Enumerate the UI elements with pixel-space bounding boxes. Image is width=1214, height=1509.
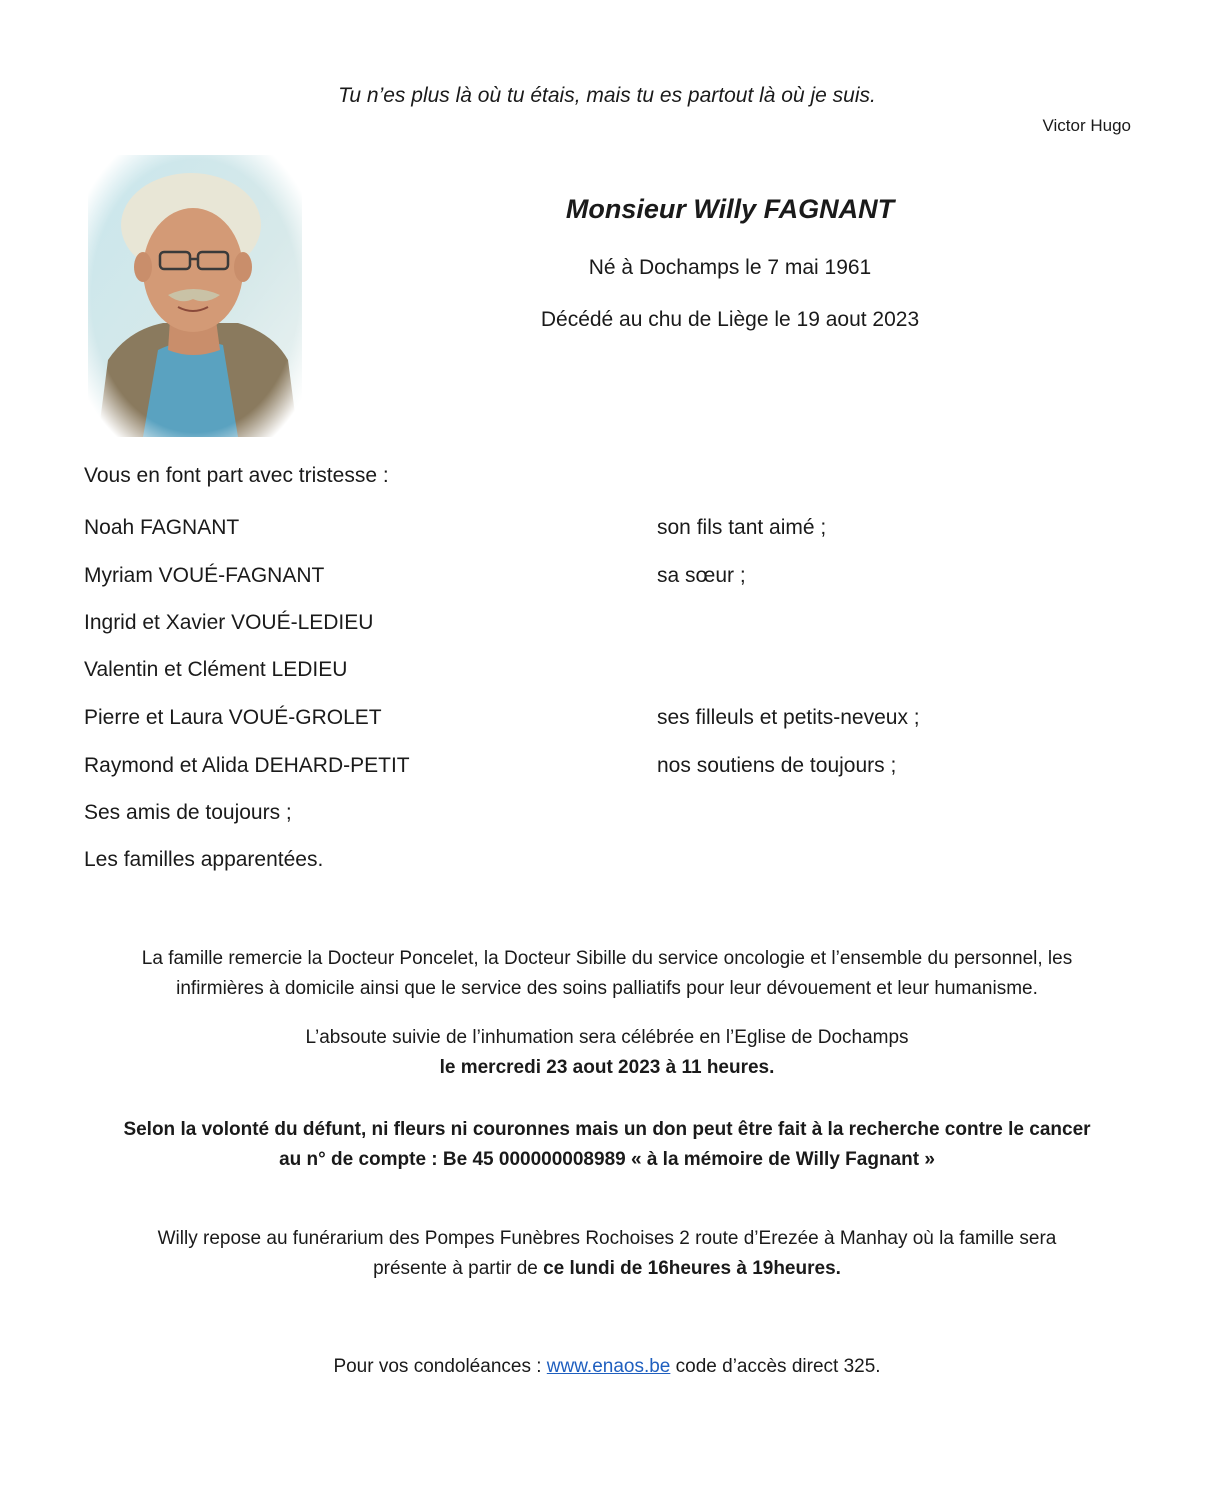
epigraph-author: Victor Hugo <box>1042 116 1131 135</box>
family-row <box>84 611 1134 641</box>
visitation-time-bold: ce lundi de 16heures à 19heures. <box>543 1258 841 1279</box>
family-row <box>84 658 1134 688</box>
donation-paragraph <box>60 1115 1154 1175</box>
donation-account: au n° de compte : Be 45 000000008989 « à la mémoire de Willy Fagnant » <box>279 1149 935 1170</box>
family-member-name: Pierre et Laura VOUÉ-GROLET <box>84 706 382 729</box>
family-member-relation: nos soutiens de toujours ; <box>657 754 897 777</box>
epigraph-quote: Tu n’es plus là où tu étais, mais tu es partout là où je suis. <box>338 84 876 107</box>
visitation-time-prefix: présente à partir de <box>373 1258 544 1279</box>
family-member-name: Valentin et Clément LEDIEU <box>84 658 348 681</box>
thanks-paragraph <box>60 944 1154 1004</box>
family-row <box>84 848 1134 878</box>
birth-line: Né à Dochamps le 7 mai 1961 <box>588 256 872 279</box>
family-member-name: Les familles apparentées. <box>84 848 324 871</box>
ceremony-paragraph <box>60 1023 1154 1083</box>
family-member-relation: son fils tant aimé ; <box>657 516 827 539</box>
family-member-name: Noah FAGNANT <box>84 516 240 539</box>
ceremony-date: le mercredi 23 aout 2023 à 11 heures. <box>439 1057 775 1078</box>
family-row <box>84 706 1134 736</box>
portrait-photo <box>88 155 302 437</box>
family-member-name: Ses amis de toujours ; <box>84 801 292 824</box>
family-row <box>84 516 1134 546</box>
ceremony-line: L’absoute suivie de l’inhumation sera célébrée en l’Eglise de Dochamps <box>305 1027 909 1048</box>
condolences-link[interactable]: www.enaos.be <box>546 1356 671 1377</box>
visitation-time <box>60 1254 1154 1284</box>
visitation-line: Willy repose au funérarium des Pompes Funèbres Rochoises 2 route d’Erezée à Manhay où la famille sera <box>157 1228 1057 1249</box>
condolences-prefix: Pour vos condoléances : <box>333 1356 547 1377</box>
condolences-suffix: code d’accès direct 325. <box>670 1356 881 1377</box>
thanks-line: La famille remercie la Docteur Poncelet, la Docteur Sibille du service oncologie et l’ensemble du personnel, les <box>141 948 1073 969</box>
family-member-relation: ses filleuls et petits-neveux ; <box>657 706 920 729</box>
family-member-name: Raymond et Alida DEHARD-PETIT <box>84 754 410 777</box>
family-member-relation: sa sœur ; <box>657 564 746 587</box>
donation-line: Selon la volonté du défunt, ni fleurs ni couronnes mais un don peut être fait à la recherche contre le cancer <box>123 1119 1091 1140</box>
deceased-name: Monsieur Willy FAGNANT <box>565 194 895 224</box>
announcement-intro: Vous en font part avec tristesse : <box>84 464 389 487</box>
family-row <box>84 564 1134 594</box>
family-row <box>84 754 1134 784</box>
death-line: Décédé au chu de Liège le 19 aout 2023 <box>540 308 920 331</box>
family-member-name: Ingrid et Xavier VOUÉ-LEDIEU <box>84 611 374 634</box>
family-member-name: Myriam VOUÉ-FAGNANT <box>84 564 325 587</box>
thanks-line: infirmières à domicile ainsi que le service des soins palliatifs pour leur dévouement et leur humanisme. <box>176 978 1038 999</box>
family-row <box>84 801 1134 831</box>
condolences-line <box>60 1352 1154 1382</box>
visitation-paragraph <box>60 1224 1154 1284</box>
